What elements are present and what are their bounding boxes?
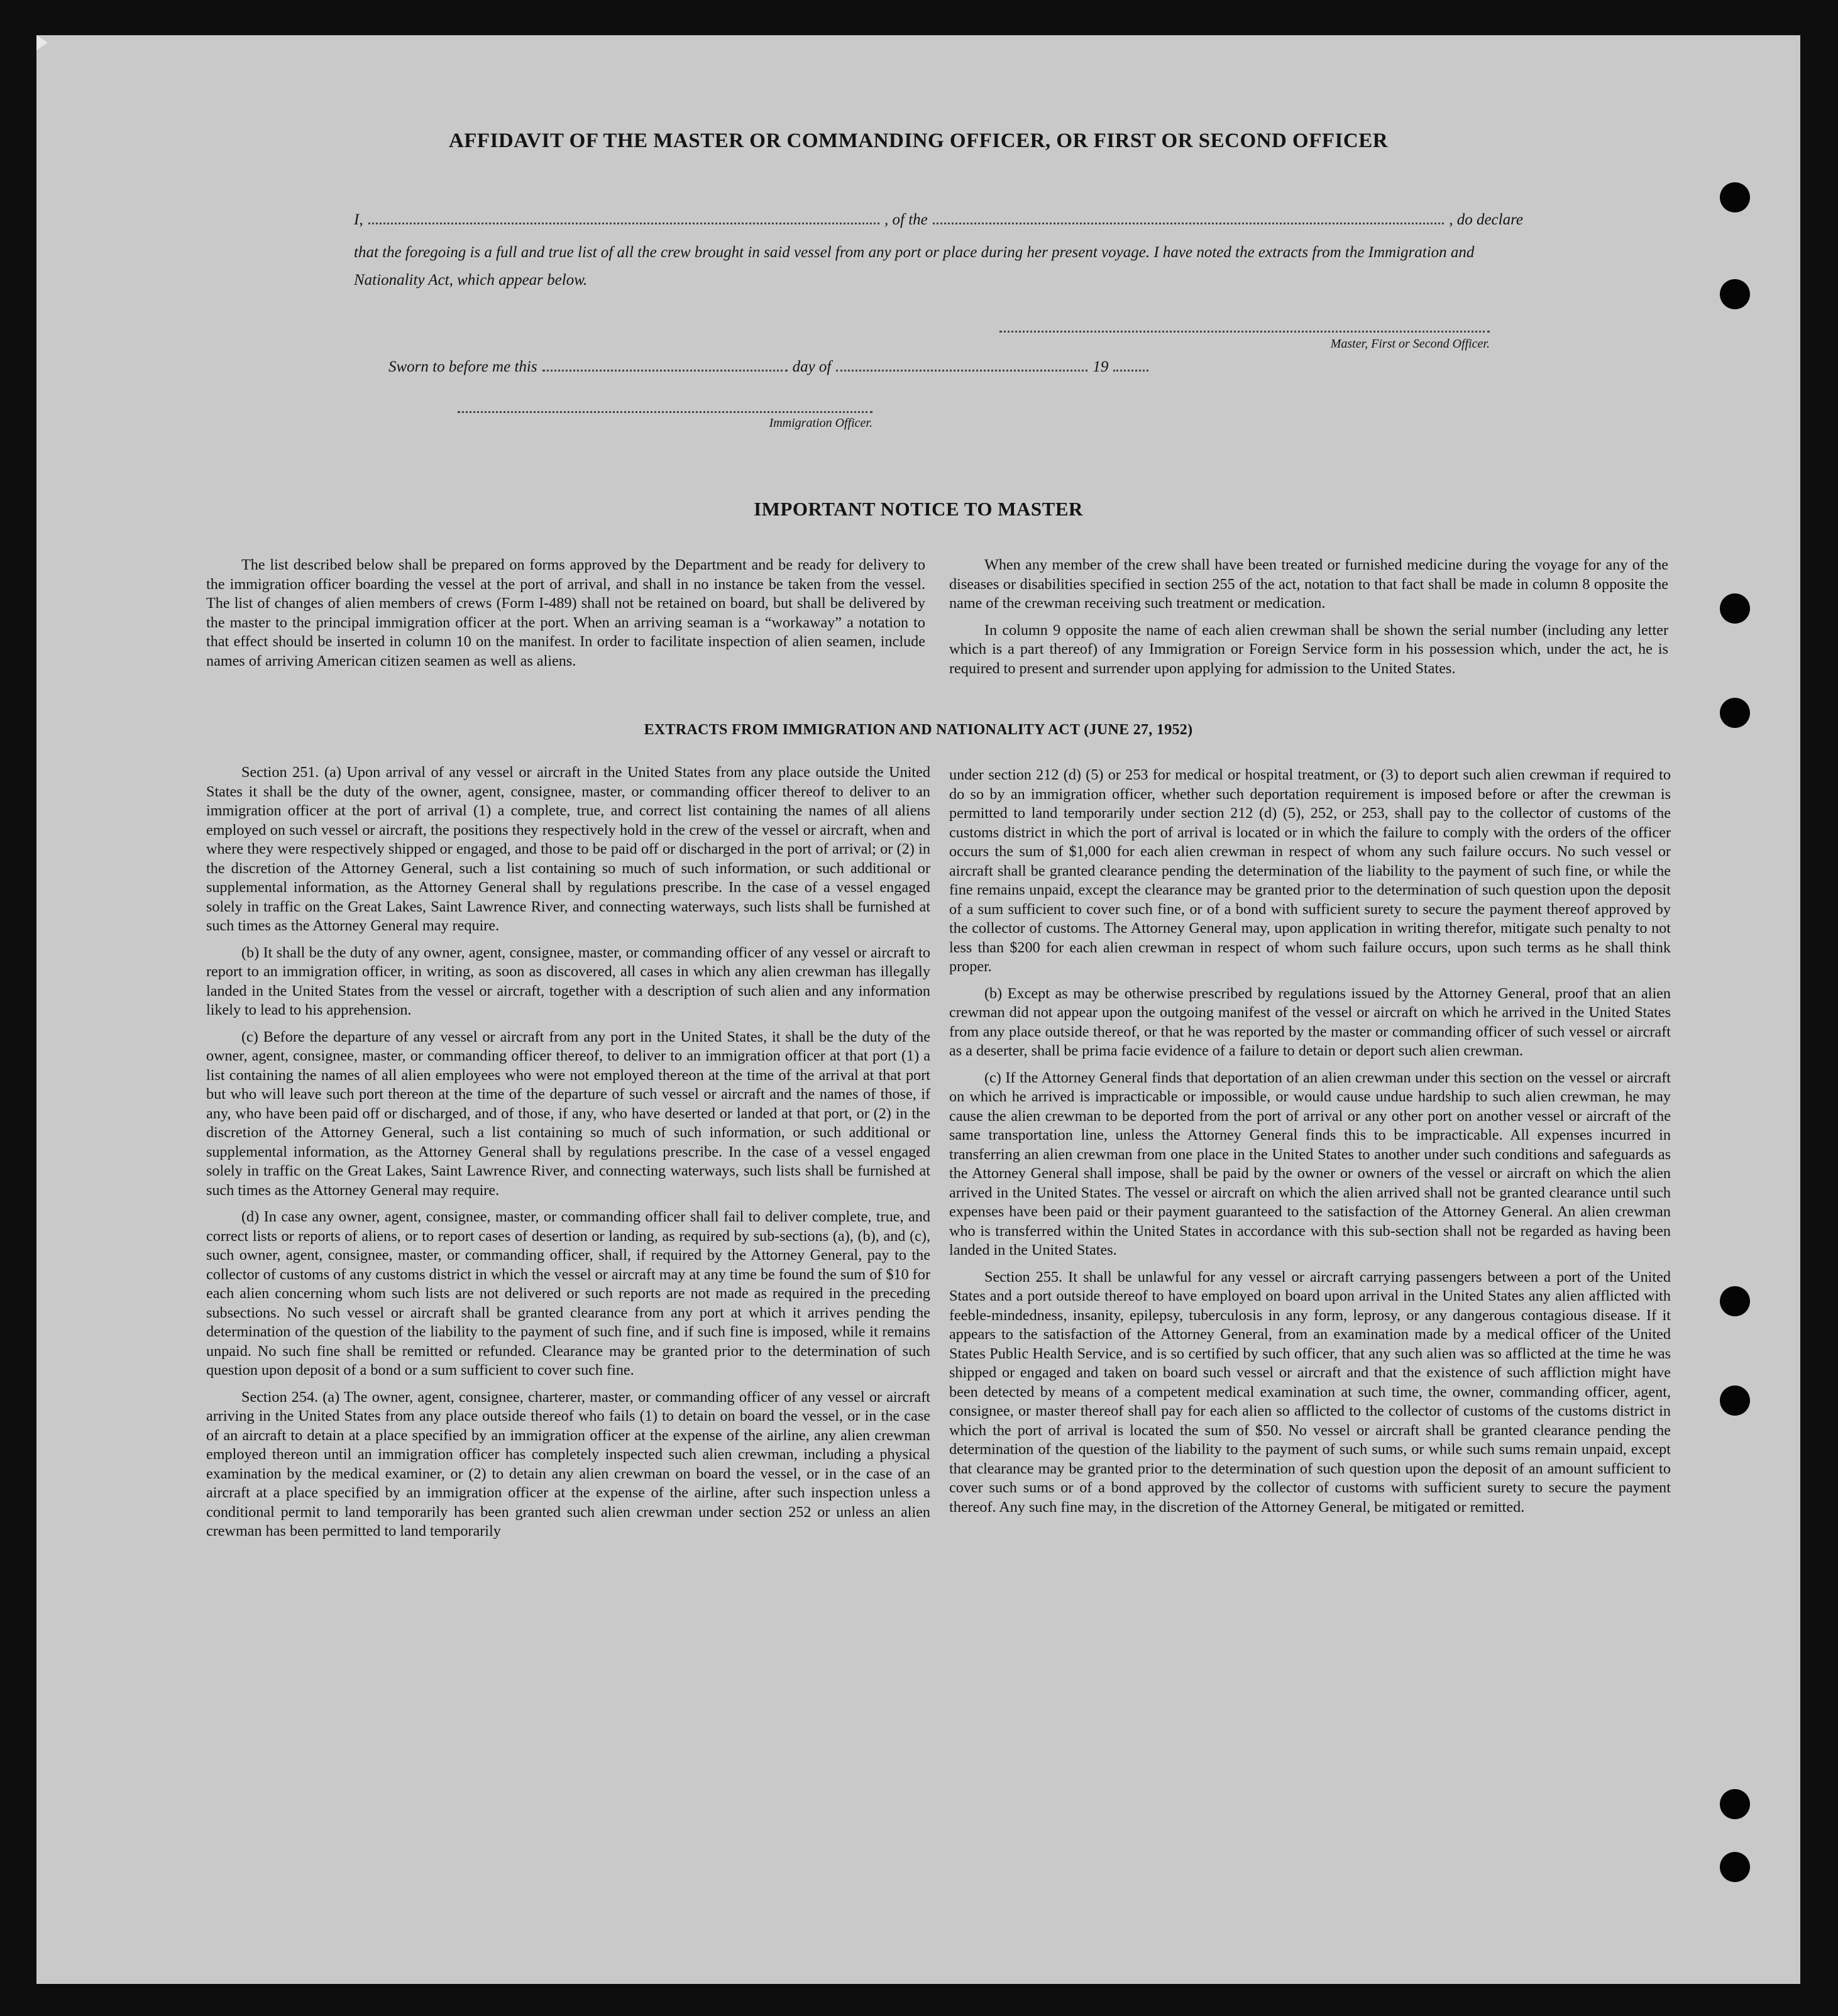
notice-left-column [206,556,925,678]
punch-hole [1720,279,1750,309]
year-prefix: 19 [1092,358,1109,375]
punch-hole [1720,1286,1750,1316]
notice-title: IMPORTANT NOTICE TO MASTER [754,498,1083,520]
notice-paragraph: In column 9 opposite the name of each alien crewman shall be shown the serial number (including any letter which is a part thereof) of any Immigration or Foreign Service form in his possession which, under the act, he is required to present and surrender upon applying for admission to the United States. [949,621,1668,677]
do-declare-label: , do declare [1449,211,1523,228]
master-signature-field[interactable] [999,331,1490,333]
immigration-officer-label: Immigration Officer. [769,416,872,430]
of-the-label: , of the [884,211,928,228]
sworn-prefix: Sworn to before me this [388,358,537,375]
master-signature-label: Master, First or Second Officer. [1330,337,1490,351]
form-page [36,35,1800,1984]
vessel-field[interactable] [933,211,1444,224]
declaration-text: that the foregoing is a full and true list of all the crew brought in said vessel from any port or place during her present voyage. I have noted the extracts from the Immigration and Nationality Act, which appear below. [354,244,1475,289]
notice-paragraph: When any member of the crew shall have been treated or furnished medicine during the voyage for any of the diseases or disabilities specified in section 255 of the act, notation to that fact shall be made in column 8 opposite the name of the crewman receiving such treatment or medication. [949,556,1668,612]
sworn-year-field[interactable] [1113,358,1148,372]
declarant-prefix: I, [354,211,363,228]
punch-hole [1720,593,1750,624]
section-paragraph: (b) It shall be the duty of any owner, agent, consignee, master, or commanding officer of any vessel or aircraft to report to an immigration officer, in writing, as soon as discovered, all cases in which any alien crewman has illegally landed in the United States from the vessel or aircraft, together with a description of such alien and any information likely to lead to his apprehension. [206,944,930,1018]
sworn-month-field[interactable] [836,358,1087,372]
section-paragraph: Section 254. (a) The owner, agent, consignee, charterer, master, or commanding officer of any vessel or aircraft arriving in the United States from any place outside thereof who fails (1) to detain on board the vessel, or in the case of an aircraft to detain at a place specified by an immigration officer at the expense of the airline, any alien crewman employed thereon until an immigration officer has completely inspected such alien crewman, including a physical examination by the medical examiner, or (2) to detain any alien crewman on board the vessel, or in the case of an aircraft at a place specified by an immigration officer at the expense of the airline, after such inspection unless a conditional permit to land temporarily has been granted such alien crewman under section 252 or unless an alien crewman has been permitted to land temporarily [206,1388,930,1540]
affidavit-title: AFFIDAVIT OF THE MASTER OR COMMANDING OFFICER, OR FIRST OR SECOND OFFICER [448,129,1389,152]
extracts-title: EXTRACTS FROM IMMIGRATION AND NATIONALITY ACT (JUNE 27, 1952) [644,722,1193,738]
extracts-right-column [949,766,1671,1524]
extracts-left-column [206,763,930,1549]
declaration-line [354,211,1523,229]
notice-paragraph: The list described below shall be prepared on forms approved by the Department and be ready for delivery to the immigration officer boarding the vessel at the port of arrival, and shall in no instance be taken from the vessel. The list of changes of alien members of crews (Form I-489) shall not be retained on board, but shall be delivered by the master to the principal immigration officer at the port. When an arriving seaman is a “workaway” a notation to that effect should be inserted in column 10 on the manifest. In order to facilitate inspection of alien seamen, include names of arriving American citizen seamen as well as aliens. [206,556,925,669]
punch-hole [1720,1852,1750,1882]
section-paragraph: Section 251. (a) Upon arrival of any vessel or aircraft in the United States from any place outside the United States it shall be the duty of the owner, agent, consignee, master, or commanding officer thereof to deliver to an immigration officer at the port of arrival (1) a complete, true, and correct list containing the names of all aliens employed on such vessel or aircraft, the positions they respectively hold in the crew of the vessel or aircraft, when and where they were respectively shipped or engaged, and those to be paid off or discharged in the port of arrival; or (2) in the discretion of the Attorney General, such a list containing so much of such information, or such additional or supplemental information, as the Attorney General shall by regulations prescribe. In the case of a vessel engaged solely in traffic on the Great Lakes, Saint Lawrence River, and connecting waterways, such lists shall be furnished at such times as the Attorney General may require. [206,764,930,934]
punch-hole [1720,1385,1750,1416]
section-paragraph: (b) Except as may be otherwise prescribed by regulations issued by the Attorney General, proof that an alien crewman did not appear upon the outgoing manifest of the vessel or aircraft on which he arrived in the United States from any place outside thereof, or that he was reported by the master or commanding officer of such vessel or aircraft as a deserter, shall be prima facie evidence of a failure to detain or deport such alien crewman. [949,984,1671,1059]
corner-mark [36,35,48,50]
section-paragraph: (d) In case any owner, agent, consignee, master, or commanding officer shall fail to deliver complete, true, and correct lists or reports of aliens, or to report cases of desertion or landing, as required by sub-sections (a), (b), and (c), such owner, agent, consignee, master, or commanding officer, shall, if required by the Attorney General, pay to the collector of customs of any customs district in which the vessel or aircraft may at any time be found the sum of $10 for each alien concerning whom such lists are not delivered or such reports are not made as required in the preceding subsections. No such vessel or aircraft shall be granted clearance from any port at which it arrives pending the determination of the question of the liability to the payment of such fine, and if such fine is imposed, while it remains unpaid. No such fine shall be remitted or refunded. Clearance may be granted prior to the determination of such question upon deposit of a bond or a sum sufficient to cover such fine. [206,1208,930,1379]
section-paragraph: (c) Before the departure of any vessel or aircraft from any port in the United States, it shall be the duty of the owner, agent, consignee, master, or commanding officer thereof, to deliver to an immigration officer at that port (1) a list containing the names of all alien employees who were not employed thereon at the time of the arrival at that port but who will leave such port thereon at the time of the departure of such vessel or aircraft and the names of those, if any, who have been paid off or discharged, and of those, if any, who have deserted or landed at that port, or (2) in the discretion of the Attorney General, such a list containing so much of such information, or such additional or supplemental information, as the Attorney General shall by regulations prescribe. In the case of a vessel engaged solely in traffic on the Great Lakes, Saint Lawrence River, and connecting waterways, such lists shall be furnished at such times as the Attorney General may require. [206,1028,930,1199]
day-of-label: day of [792,358,832,375]
section-paragraph: Section 255. It shall be unlawful for any vessel or aircraft carrying passengers between a port of the United States and a port outside thereof to have employed on board upon arrival in the United States any alien afflicted with feeble-mindedness, insanity, epilepsy, tuberculosis in any form, leprosy, or any dangerous contagious disease. If it appears to the satisfaction of the Attorney General, from an examination made by a medical officer of the United States Public Health Service, and is so certified by such officer, that any such alien was so afflicted at the time he was shipped or engaged and taken on board such vessel or aircraft and that the existence of such affliction might have been detected by means of a competent medical examination at such time, the owner, commanding officer, agent, consignee, or master thereof shall pay for each alien so afflicted to the collector of customs of the customs district in which the port of arrival is located the sum of $50. No vessel or aircraft shall be granted clearance pending the determination of the question of the liability to the payment of such sums, or while such sums remain unpaid, except that clearance may be granted prior to the determination of such question upon the deposit of an amount sufficient to cover such sums or of a bond approved by the collector of customs with sufficient surety to secure the payment thereof. Any such fine may, in the discretion of the Attorney General, be mitigated or remitted. [949,1268,1671,1516]
section-paragraph: (c) If the Attorney General finds that deportation of an alien crewman under this section on the vessel or aircraft on which he arrived is impracticable or impossible, or would cause undue hardship to such alien crewman, he may cause the alien crewman to be deported from the port of arrival or any other port on another vessel or aircraft of the same transportation line, unless the Attorney General finds this to be impracticable. All expenses incurred in transferring an alien crewman from one place in the United States to another under such conditions and safeguards as the Attorney General shall impose, shall be paid by the owner or owners of the vessel or aircraft on which the alien arrived in the United States. The vessel or aircraft on which the alien arrived shall not be granted clearance until such expenses have been paid or their payment guaranteed to the satisfaction of the Attorney General. An alien crewman who is transferred within the United States in accordance with this sub-section shall not be regarded as having been landed in the United States. [949,1069,1671,1259]
sworn-line [388,358,1250,376]
punch-hole [1720,1789,1750,1819]
punch-hole [1720,182,1750,212]
section-paragraph: under section 212 (d) (5) or 253 for medical or hospital treatment, or (3) to deport such alien crewman if required to do so by an immigration officer, whether such deportation requirement is imposed before or after the crewman is permitted to land temporarily under section 212 (d) (5), 252, or 253, shall pay to the collector of customs of the customs district in which the port of arrival is located or in which the failure to comply with the orders of the officer occurs the sum of $1,000 for each alien crewman in respect of whom any such failure occurs. No such vessel or aircraft shall be granted clearance pending the determination of the liability to the payment of such fine, or while the fine remains unpaid, except the clearance may be granted prior to the determination of such question upon the deposit of a sum sufficient to cover such fine, or of a bond with sufficient surety to secure the payment thereof approved by the collector of customs. The Attorney General may, upon application in writing therefor, mitigate such penalty to not less than $200 for each alien crewman in respect of whom such failure occurs, upon such terms as he shall think proper. [949,766,1671,975]
notice-right-column [949,556,1668,686]
sworn-day-field[interactable] [542,358,788,372]
declarant-name-field[interactable] [368,211,879,224]
immigration-officer-signature-field[interactable] [458,411,872,413]
